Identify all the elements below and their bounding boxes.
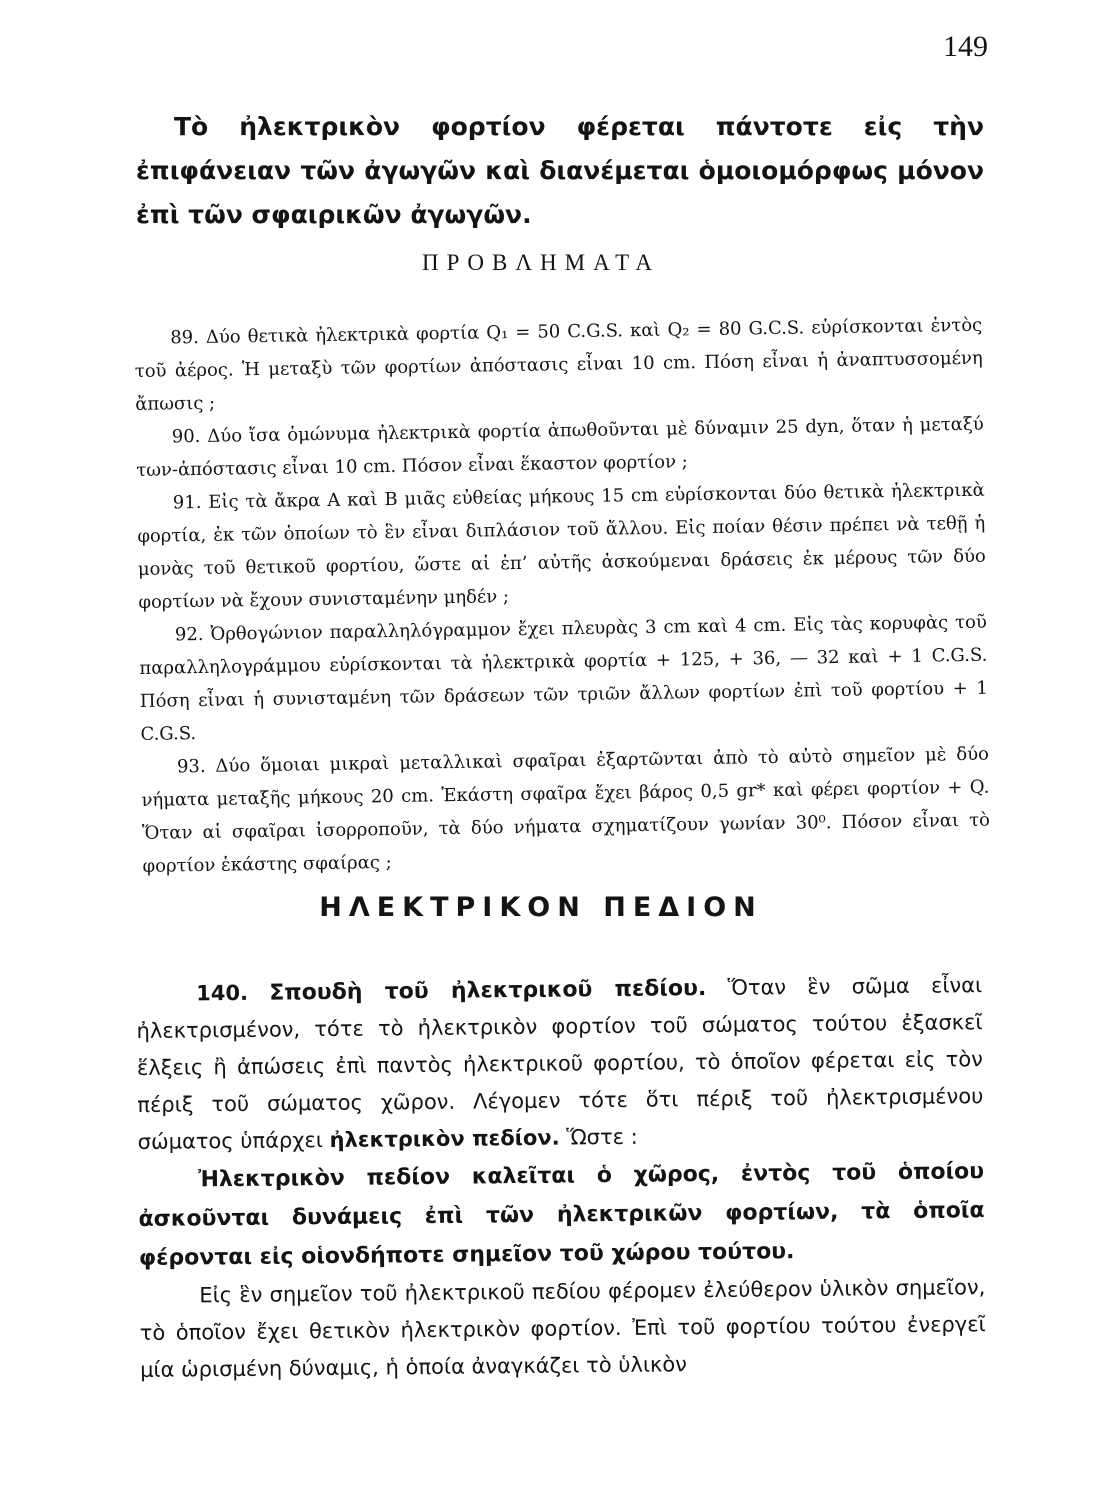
section-heading: ΗΛΕΚΤΡΙΚΟΝ ΠΕΔΙΟΝ <box>319 892 763 923</box>
section-paragraph-2: Εἰς ἓν σημεῖον τοῦ ἠλεκτρικοῦ πεδίου φέρομεν ἐλεύθερον ὑλικὸν σημεῖον, τὸ ὁποῖον ἔχει θετικὸν ἠλεκτρικὸν φορτίον. Ἐπὶ τοῦ φορτίου τούτου ἐνεργεῖ μία ὡρισμένη δύναμις, ἡ ὁποία ἀναγκάζει τὸ ὑλικὸν <box>139 1275 986 1382</box>
problems-heading: ΠΡΟΒΛΗΜΑΤΑ <box>422 250 660 275</box>
section-title: Σπουδὴ τοῦ ἠλεκτρικοῦ πεδίου. <box>269 976 707 1006</box>
page-number: 149 <box>943 30 988 63</box>
problem-89: 89. Δύο θετικὰ ἠλεκτρικὰ φορτία Q₁ = 50 C.G.S. καὶ Q₂ = 80 G.C.S. εὑρίσκονται ἐντὸς τοῦ ἀέρος. Ἡ μεταξὺ τῶν φορτίων ἀπόστασις εἶναι 10 cm. Πόση εἶναι ἡ ἀναπτυσσομένη ἄπωσις ; <box>134 314 983 415</box>
key-term: ἠλεκτρικὸν πεδίον. <box>329 1125 560 1152</box>
rule-statement: Τὸ ἠλεκτρικὸν φορτίον φέρεται πάντοτε εἰς τὴν ἐπιφάνειαν τῶν ἀγωγῶν καὶ διανέμεται ὁμοιομόρφως μόνον ἐπὶ τῶν σφαιρικῶν ἀγωγῶν. <box>136 112 984 229</box>
problem-91: 91. Εἰς τὰ ἄκρα Α καὶ Β μιᾶς εὐθείας μήκους 15 cm εὑρίσκονται δύο θετικὰ ἠλεκτρικὰ φορτία, ἐκ τῶν ὁποίων τὸ ἓν εἶναι διπλάσιον τοῦ ἄλλου. Εἰς ποίαν θέσιν πρέπει νὰ τεθῇ ἡ μονὰς τοῦ θετικοῦ φορτίου, ὥστε αἱ ἐπ’ αὐτῆς ἀσκούμεναι δράσεις ἐκ μέρους τῶν δύο φορτίων νὰ ἔχουν συνισταμένην μηδέν ; <box>137 479 986 613</box>
problem-92: 92. Ὀρθογώνιον παραλληλόγραμμον ἔχει πλευρὰς 3 cm καὶ 4 cm. Εἰς τὰς κορυφὰς τοῦ παραλληλογράμμου εὑρίσκονται τὰ ἠλεκτρικὰ φορτία + 125, + 36, — 32 καὶ + 1 C.G.S. Πόση εἶναι ἡ συνισταμένη τῶν δράσεων τῶν τριῶν ἄλλων φορτίων ἐπὶ τοῦ φορτίου + 1 C.G.S. <box>139 611 989 745</box>
paragraph-1-text: Ὅταν ἓν σῶμα εἶναι ἠλεκτρισμένον, τότε τὸ ἠλεκτρικὸν φορτίον τοῦ σώματος τούτου ἐξασκεῖ ἕλξεις ἢ ἀπώσεις ἐπὶ παντὸς ἠλεκτρικοῦ φορτίου, τὸ ὁποῖον φέρεται εἰς τὸν πέριξ τοῦ σώματος χῶρον. Λέγομεν τότε ὅτι πέριξ τοῦ ἠλεκτρισμένου σώματος ὑπάρχει <box>136 973 984 1154</box>
problem-90: 90. Δύο ἴσα ὁμώνυμα ἠλεκτρικὰ φορτία ἀπωθοῦνται μὲ δύναμιν 25 dyn, ὅταν ἡ μεταξύ των-ἀπόστασις εἶναι 10 cm. Πόσον εἶναι ἕκαστον φορτίον ; <box>136 413 984 481</box>
problem-93: 93. Δύο ὅμοιαι μικραὶ μεταλλικαὶ σφαῖραι ἐξαρτῶνται ἀπὸ τὸ αὐτὸ σημεῖον μὲ δύο νήματα μεταξῆς μήκους 20 cm. Ἑκάστη σφαῖρα ἔχει βάρος 0,5 gr* καὶ φέρει φορτίον + Q. Ὅταν αἱ σφαῖραι ἰσορροποῦν, τὰ δύο νήματα σχηματίζουν γωνίαν 30⁰. Πόσον εἶναι τὸ φορτίον ἑκάστης σφαίρας ; <box>141 743 991 877</box>
definition: Ἠλεκτρικὸν πεδίον καλεῖται ὁ χῶρος, ἐντὸς τοῦ ὁποίου ἀσκοῦνται δυνάμεις ἐπὶ τῶν ἠλεκτρικῶν φορτίων, τὰ ὁποῖα φέρονται εἰς οἱονδήποτε σημεῖον τοῦ χώρου τούτου. <box>138 1159 985 1271</box>
problems-list <box>134 309 991 883</box>
section-body <box>136 967 986 1389</box>
paragraph-1-tail: Ὥστε : <box>566 1124 638 1150</box>
section-number: 140. <box>196 980 249 1006</box>
section-paragraph-1 <box>136 967 984 1161</box>
